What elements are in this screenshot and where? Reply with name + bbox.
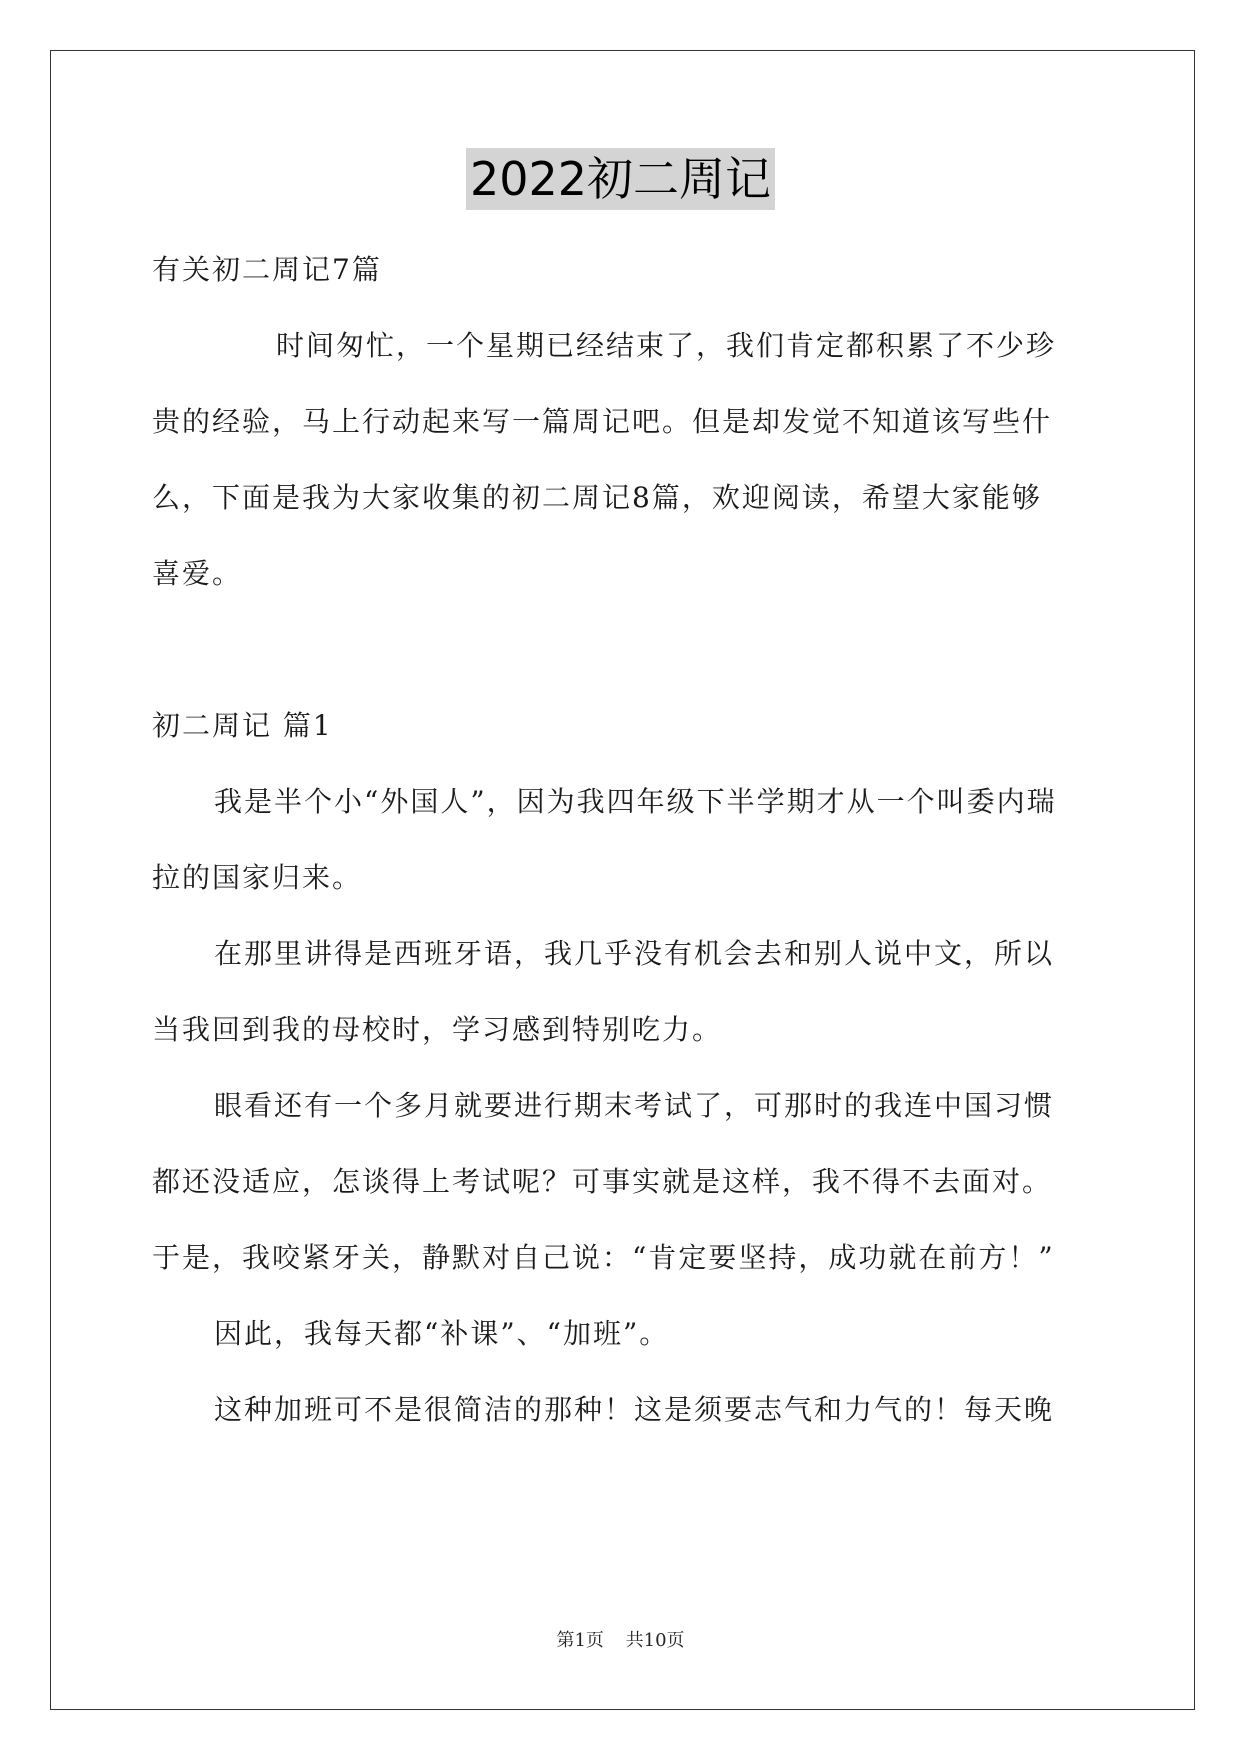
- body-line: 眼看还有一个多月就要进行期末考试了，可那时的我连中国习惯: [214, 1089, 1055, 1122]
- section-heading: 初二周记 篇1: [152, 709, 333, 742]
- body-line: 拉的国家归来。: [152, 861, 363, 894]
- body-line: 我是半个小“外国人”，因为我四年级下半学期才从一个叫委内瑞: [214, 785, 1057, 818]
- body-line: 在那里讲得是西班牙语，我几乎没有机会去和别人说中文，所以: [214, 937, 1055, 970]
- body-line: 因此，我每天都“补课”、“加班”。: [214, 1317, 670, 1350]
- page-number: 第1页: [556, 1630, 604, 1651]
- intro-line: 喜爱。: [152, 557, 243, 590]
- body-line: 都还没适应，怎谈得上考试呢？可事实就是这样，我不得不去面对。: [152, 1165, 1053, 1198]
- intro-line: 么，下面是我为大家收集的初二周记8篇，欢迎阅读，希望大家能够: [152, 481, 1042, 514]
- document-title: 2022初二周记: [466, 148, 775, 210]
- page-footer: [0, 1626, 1241, 1652]
- section-gap: [152, 612, 1092, 688]
- body-line: 这种加班可不是很简洁的那种！这是须要志气和力气的！每天晚: [214, 1393, 1055, 1426]
- document-body: [152, 232, 1092, 1448]
- intro-line: 时间匆忙，一个星期已经结束了，我们肯定都积累了不少珍: [276, 329, 1057, 362]
- subtitle: 有关初二周记7篇: [152, 253, 382, 286]
- title-container: [0, 148, 1241, 210]
- body-line: 当我回到我的母校时，学习感到特别吃力。: [152, 1013, 723, 1046]
- body-line: 于是，我咬紧牙关，静默对自己说：“肯定要坚持，成功就在前方！”: [152, 1241, 1055, 1274]
- intro-line: 贵的经验，马上行动起来写一篇周记吧。但是却发觉不知道该写些什: [152, 405, 1053, 438]
- page-total: 共10页: [625, 1630, 685, 1651]
